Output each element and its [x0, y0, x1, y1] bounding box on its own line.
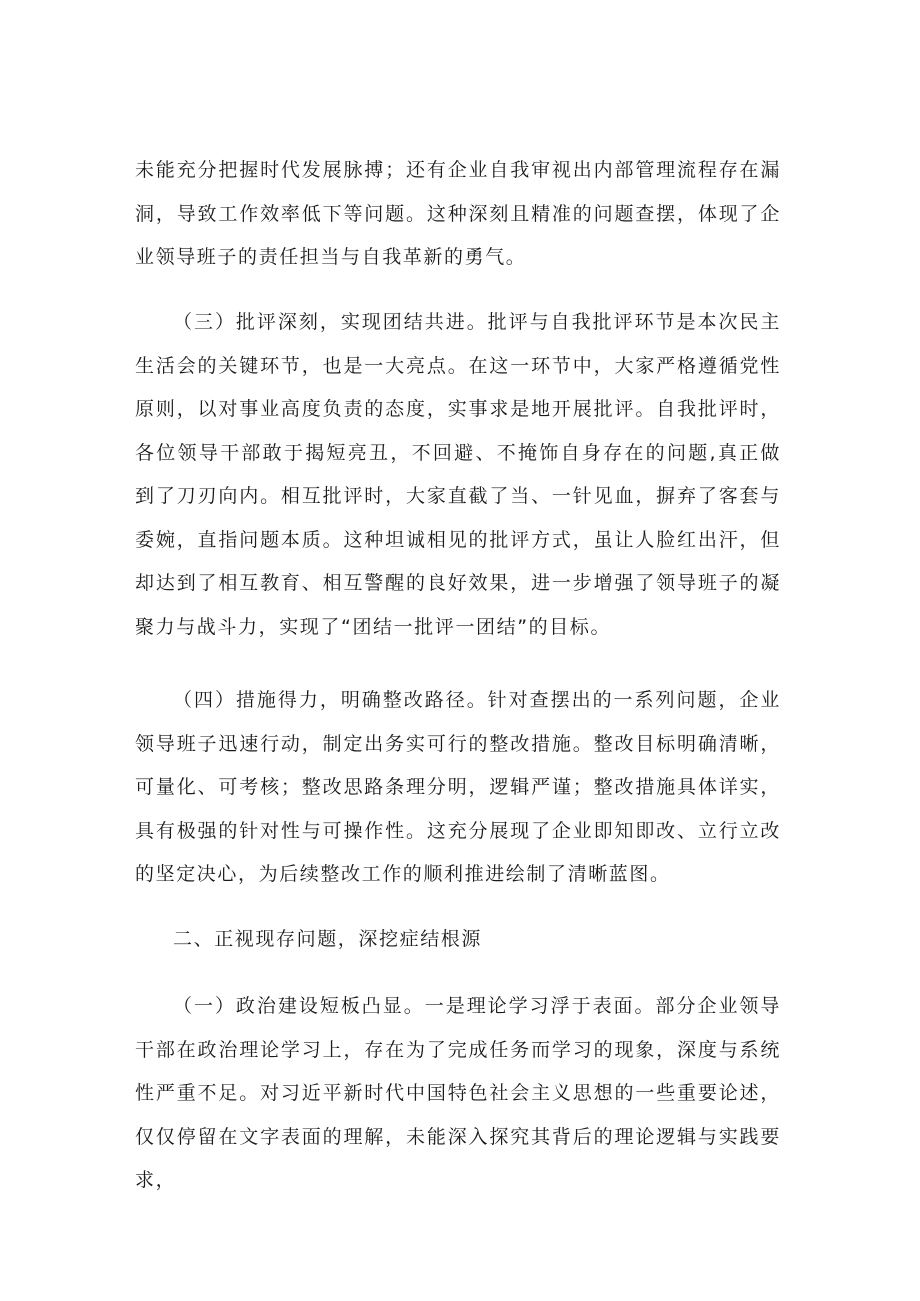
section-one-political: [135, 985, 781, 1203]
paragraph-4: （一）政治建设短板凸显。一是理论学习浮于表面。部分企业领导干部在政治理论学习上，存在为了完成任务而学习的现象，深度与系统性严重不足。对习近平新时代中国特色社会主义思想的一些重要论述，仅仅停留在文字表面的理解，未能深入探究其背后的理论逻辑与实践要求，: [135, 995, 781, 1191]
section-three: [135, 301, 781, 649]
paragraph-1: 未能充分把握时代发展脉搏；还有企业自我审视出内部管理流程存在漏洞，导致工作效率低下等问题。这种深刻且精准的问题查摆，体现了企业领导班子的责任担当与自我革新的勇气。: [135, 159, 781, 268]
section-four: [135, 679, 781, 897]
section-heading-two: [135, 918, 781, 962]
paragraph-continued: [135, 149, 781, 280]
heading-2: 二、正视现存问题，深挖症结根源: [173, 928, 483, 950]
paragraph-2: （三）批评深刻，实现团结共进。批评与自我批评环节是本次民主生活会的关键环节，也是一大亮点。在这一环节中，大家严格遵循党性原则，以对事业高度负责的态度，实事求是地开展批评。自我批评时，各位领导干部敢于揭短亮丑，不回避、不掩饰自身存在的问题,真正做到了刀刃向内。相互批评时，大家直截了当、一针见血，摒弃了客套与委婉，直指问题本质。这种坦诚相见的批评方式，虽让人脸红出汗，但却达到了相互教育、相互警醒的良好效果，进一步增强了领导班子的凝聚力与战斗力，实现了“团结一批评一团结”的目标。: [135, 311, 781, 638]
paragraph-3: （四）措施得力，明确整改路径。针对查摆出的一系列问题，企业领导班子迅速行动，制定出务实可行的整改措施。整改目标明确清晰，可量化、可考核；整改思路条理分明，逻辑严谨；整改措施具体详实，具有极强的针对性与可操作性。这充分展现了企业即知即改、立行立改的坚定决心，为后续整改工作的顺利推进绘制了清晰蓝图。: [135, 689, 781, 885]
